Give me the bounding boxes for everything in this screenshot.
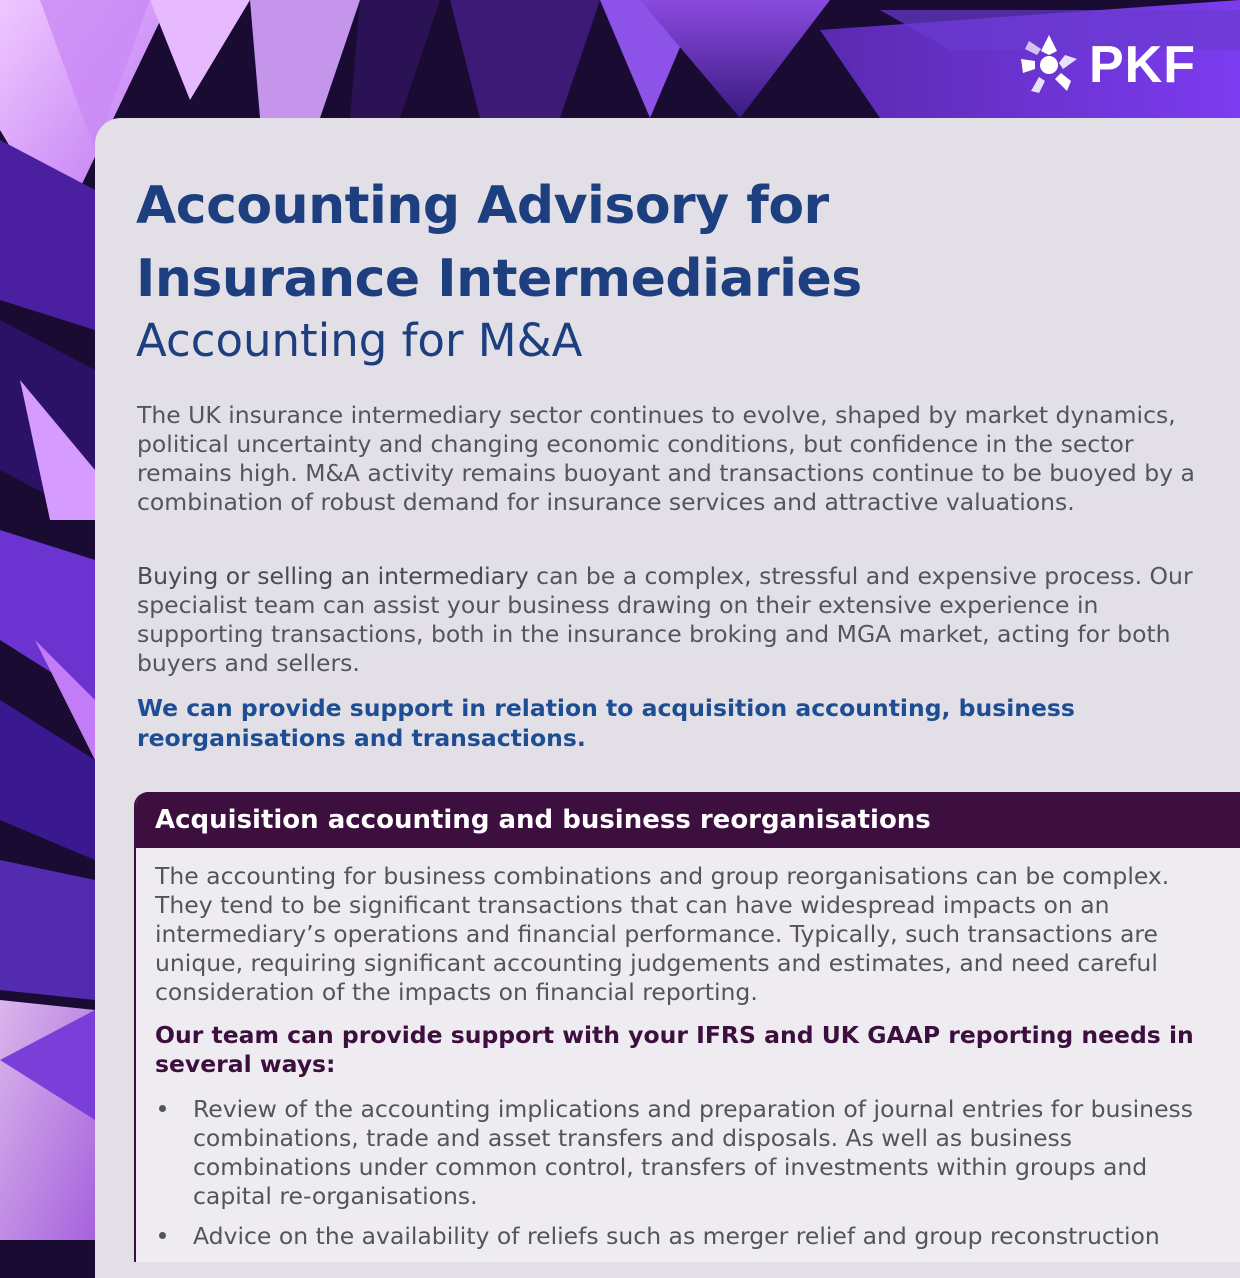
intro-highlight: We can provide support in relation to acquisition accounting, business reorganisations and transactions.: [137, 694, 1075, 752]
section-paragraph-1: The accounting for business combinations and group reorganisations can be complex. They tend to be significant transactions that can have widespread impacts on an intermediary’s operations and financial performance. Typically, such transactions are unique, requiring significant accounting judgements and estimates, and need careful consideration of the impacts on financial reporting.: [155, 862, 1170, 1006]
acquisition-section: [134, 792, 1240, 1262]
bullet-text: Advice on the availability of reliefs such as merger relief and group reconstruction: [193, 1222, 1160, 1250]
section-header: [136, 792, 1240, 848]
section-paragraph-2: Our team can provide support with your IFRS and UK GAAP reporting needs in several ways:: [155, 1021, 1194, 1078]
page-title: [136, 170, 1116, 316]
logo-text: PKF: [1089, 36, 1196, 94]
title-line-1: Accounting Advisory for: [136, 176, 829, 236]
pkf-sunburst-icon: [1017, 33, 1081, 97]
bullet-dot-icon: [159, 1105, 166, 1112]
bullet-text: Review of the accounting implications and preparation of journal entries for business combinations, trade and asset transfers and disposals. As well as business combinations under common control, transfers of investments within groups and capital re-organisations.: [193, 1095, 1194, 1210]
bullet-dot-icon: [159, 1232, 166, 1239]
intro-paragraph-1: The UK insurance intermediary sector continues to evolve, shaped by market dynamics, political uncertainty and changing economic conditions, but confidence in the sector remains high. M&A activity remains buoyant and transactions continue to be buoyed by a combination of robust demand for insurance services and attractive valuations.: [137, 401, 1195, 516]
page-subtitle: Accounting for M&A: [136, 314, 583, 367]
intro-paragraph-2-rest: can be a complex, stressful and expensive process. Our specialist team can assist your business drawing on their extensive experience in supporting transactions, both in the insurance broking and MGA market, acting for both buyers and sellers.: [137, 562, 1193, 677]
intro-paragraph-2: [137, 562, 1197, 678]
section-title: Acquisition accounting and business reorganisations: [155, 805, 931, 835]
title-line-2: Insurance Intermediaries: [136, 249, 862, 309]
pkf-logo: [1017, 30, 1196, 100]
intro-paragraph-2-lead: Buying or selling an intermediary: [137, 562, 529, 590]
